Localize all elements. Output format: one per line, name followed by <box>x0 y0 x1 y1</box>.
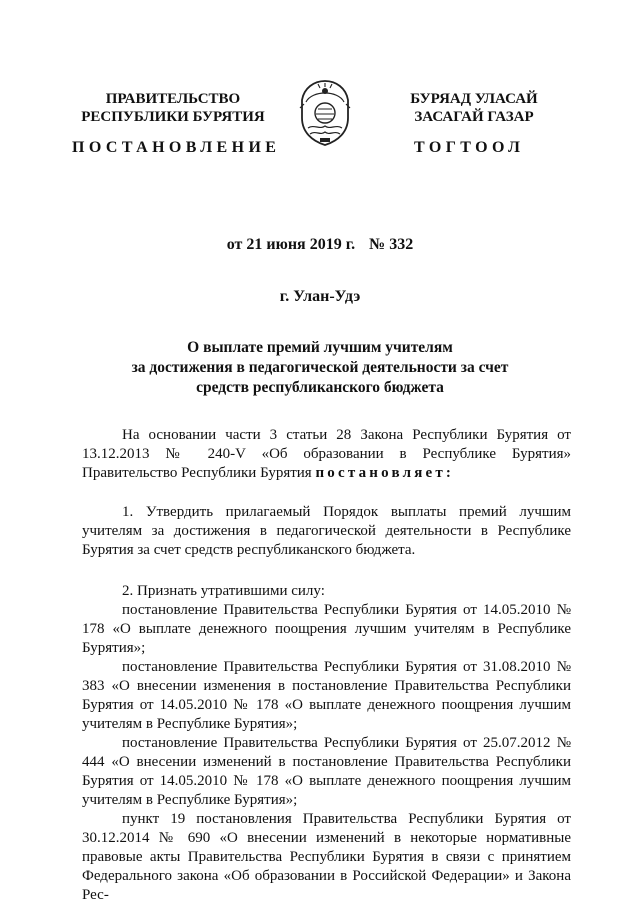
government-header-ru <box>64 90 282 126</box>
doc-type-bua: ТОГТООЛ <box>414 139 525 156</box>
item-2-entry: постановление Правительства Республики Бурятия от 31.08.2010 № 383 «О внесении изменения в постановление Правительства Республики Бурятия от 14.05.2010 № 178 «О выплате денежного поощрения лучшим учителям в Республике Бурятия»; <box>82 659 571 732</box>
item-2-entry: пункт 19 постановления Правительства Республики Бурятия от 30.12.2014 № 690 «О внесении изменений в некоторые нормативные правовые акты Правительства Республики Бурятия в связи с принятием Федерального закона «Об образовании в Российской Федерации» и Закона Рес- <box>82 811 571 903</box>
government-header-bua <box>376 90 572 126</box>
coat-of-arms-icon <box>296 78 354 148</box>
title-line: О выплате премий лучшим учителям <box>187 339 453 356</box>
preamble-text: На основании части 3 статьи 28 Закона Республики Бурятия от 13.12.2013 № 240-V «Об образовании в Республике Бурятия» Правительство Республики Бурятия <box>82 427 571 481</box>
item-2-entry: постановление Правительства Республики Бурятия от 25.07.2012 № 444 «О внесении изменений в постановление Правительства Республики Бурятия от 14.05.2010 № 178 «О выплате денежного поощрения лучшим учителям в Республике Бурятия»; <box>82 735 571 808</box>
preamble <box>82 426 571 483</box>
decree-title <box>120 338 520 398</box>
item-1: 1. Утвердить прилагаемый Порядок выплаты премий лучшим учителям за достижения в педагогической деятельности в Республике Бурятия за счет средств республиканского бюджета. <box>82 504 571 558</box>
header-line: РЕСПУБЛИКИ БУРЯТИЯ <box>81 109 265 125</box>
item-2-entry: постановление Правительства Республики Бурятия от 14.05.2010 № 178 «О выплате денежного поощрения лучшим учителям в Республике Бурятия»; <box>82 602 571 656</box>
date-and-number <box>0 236 640 254</box>
decree-body <box>82 426 571 905</box>
title-line: за достижения в педагогической деятельности за счет <box>131 359 509 376</box>
header-line: ПРАВИТЕЛЬСТВО <box>105 91 241 107</box>
doc-type-ru: ПОСТАНОВЛЕНИЕ <box>72 139 281 156</box>
item-2-intro: 2. Признать утратившими силу: <box>122 583 325 599</box>
header-line: БУРЯАД УЛАСАЙ <box>410 91 538 107</box>
title-line: средств республиканского бюджета <box>196 379 444 396</box>
header-line: ЗАСАГАЙ ГАЗАР <box>414 109 534 125</box>
decree-number: № 332 <box>369 236 414 253</box>
decree-word: постановляет: <box>315 465 455 481</box>
city: г. Улан-Удэ <box>279 288 361 305</box>
decree-date: от 21 июня 2019 г. <box>226 236 356 253</box>
